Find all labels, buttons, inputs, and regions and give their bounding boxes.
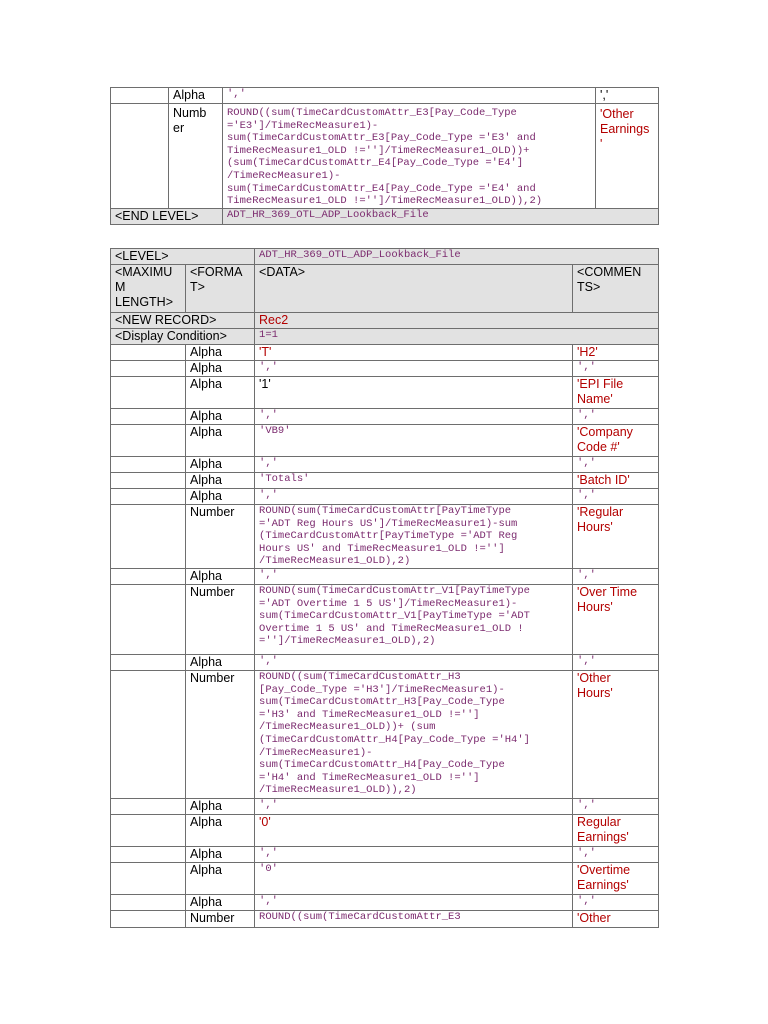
comment-cell: 'H2' — [573, 345, 659, 361]
data-cell: ROUND(sum(TimeCardCustomAttr_V1[PayTimeType ='ADT Overtime 1 5 US']/TimeRecMeasure1)- sum(TimeCardCustomAttr_V1[PayTimeType ='ADT Overtime 1 5 US' and TimeRecMeasure1_OLD ! ='']/TimeRecMeasure1_OLD),2) — [255, 585, 573, 655]
data-cell: '0' — [255, 863, 573, 895]
level-label: <LEVEL> — [111, 249, 255, 265]
comment-cell: 'Batch ID' — [573, 473, 659, 489]
format-cell: Number — [186, 671, 255, 799]
table-row — [111, 361, 659, 377]
end-level-row — [111, 208, 659, 224]
format-cell: Numb er — [169, 104, 223, 209]
data-cell: ROUND(sum(TimeCardCustomAttr[PayTimeType ='ADT Reg Hours US']/TimeRecMeasure1)-sum (TimeCardCustomAttr[PayTimeType ='ADT Reg Hours US' and TimeRecMeasure1_OLD !=''] /TimeRecMeasure1_OLD),2) — [255, 505, 573, 569]
format-cell: Alpha — [186, 457, 255, 473]
data-cell: ',' — [255, 489, 573, 505]
data-cell: ',' — [255, 409, 573, 425]
end-level-label: <END LEVEL> — [111, 208, 223, 224]
comment-cell: ',' — [573, 489, 659, 505]
record-table-rec2 — [110, 248, 659, 928]
header-max-length: <MAXIMU M LENGTH> — [111, 265, 186, 313]
data-cell: ',' — [255, 895, 573, 911]
comment-cell: Regular Earnings' — [573, 815, 659, 847]
format-cell: Alpha — [186, 489, 255, 505]
format-cell: Alpha — [186, 377, 255, 409]
comment-cell: 'Over Time Hours' — [573, 585, 659, 655]
table-row — [111, 489, 659, 505]
format-cell: Number — [186, 911, 255, 928]
comment-cell: ',' — [573, 847, 659, 863]
table-row — [111, 655, 659, 671]
table-row — [111, 585, 659, 655]
table-row — [111, 815, 659, 847]
comment-cell: ',' — [573, 655, 659, 671]
table-row — [111, 409, 659, 425]
format-cell: Alpha — [186, 345, 255, 361]
end-level-value: ADT_HR_369_OTL_ADP_Lookback_File — [223, 208, 659, 224]
format-cell: Alpha — [186, 473, 255, 489]
data-cell: ',' — [223, 88, 596, 104]
format-cell: Alpha — [186, 361, 255, 377]
table-row — [111, 671, 659, 799]
data-cell: ROUND((sum(TimeCardCustomAttr_H3 [Pay_Code_Type ='H3']/TimeRecMeasure1)- sum(TimeCardCustomAttr_H3[Pay_Code_Type ='H3' and TimeRecMeasure1_OLD !=''] /TimeRecMeasure1_OLD))+ (sum (TimeCardCustomAttr_H4[Pay_Code_Type ='H4'] /TimeRecMeasure1)- sum(TimeCardCustomAttr_H4[Pay_Code_Type ='H4' and TimeRecMeasure1_OLD !=''] /TimeRecMeasure1_OLD)),2) — [255, 671, 573, 799]
comment-cell: 'Company Code #' — [573, 425, 659, 457]
comment-cell: ',' — [573, 799, 659, 815]
table-row — [111, 847, 659, 863]
comment-cell: ',' — [573, 409, 659, 425]
format-cell: Alpha — [169, 88, 223, 104]
data-cell: ',' — [255, 361, 573, 377]
new-record-row — [111, 313, 659, 329]
table-row — [111, 505, 659, 569]
header-data: <DATA> — [255, 265, 573, 313]
comment-cell: 'Other Earnings ' — [596, 104, 659, 209]
data-cell: ',' — [255, 655, 573, 671]
comment-cell: ',' — [573, 569, 659, 585]
format-cell: Alpha — [186, 409, 255, 425]
table-row — [111, 569, 659, 585]
comment-cell: ',' — [573, 457, 659, 473]
display-condition-label: <Display Condition> — [111, 329, 255, 345]
comment-cell: 'Other Hours' — [573, 671, 659, 799]
format-cell: Alpha — [186, 895, 255, 911]
data-cell: '1' — [255, 377, 573, 409]
new-record-label: <NEW RECORD> — [111, 313, 255, 329]
format-cell: Alpha — [186, 815, 255, 847]
data-cell: 'Totals' — [255, 473, 573, 489]
data-cell: 'T' — [255, 345, 573, 361]
comment-cell: 'Other — [573, 911, 659, 928]
data-cell: ',' — [255, 847, 573, 863]
format-cell: Alpha — [186, 847, 255, 863]
data-cell: ',' — [255, 569, 573, 585]
table-row — [111, 799, 659, 815]
data-cell: '0' — [255, 815, 573, 847]
display-condition-row — [111, 329, 659, 345]
comment-cell: 'EPI File Name' — [573, 377, 659, 409]
record-table-top — [110, 87, 659, 225]
table-row — [111, 104, 659, 209]
display-condition-value: 1=1 — [255, 329, 659, 345]
comment-cell: ',' — [573, 895, 659, 911]
table-row — [111, 457, 659, 473]
data-cell: ',' — [255, 799, 573, 815]
table-row — [111, 88, 659, 104]
format-cell: Alpha — [186, 863, 255, 895]
format-cell: Alpha — [186, 569, 255, 585]
comment-cell: ',' — [596, 88, 659, 104]
new-record-value: Rec2 — [255, 313, 659, 329]
comment-cell: 'Regular Hours' — [573, 505, 659, 569]
format-cell: Number — [186, 585, 255, 655]
header-format: <FORMA T> — [186, 265, 255, 313]
comment-cell: 'Overtime Earnings' — [573, 863, 659, 895]
header-comments: <COMMEN TS> — [573, 265, 659, 313]
data-cell: ROUND((sum(TimeCardCustomAttr_E3 — [255, 911, 573, 928]
level-value: ADT_HR_369_OTL_ADP_Lookback_File — [255, 249, 659, 265]
format-cell: Alpha — [186, 425, 255, 457]
table-row — [111, 863, 659, 895]
data-cell: 'VB9' — [255, 425, 573, 457]
table-row — [111, 377, 659, 409]
level-row — [111, 249, 659, 265]
format-cell: Number — [186, 505, 255, 569]
table-row — [111, 911, 659, 928]
format-cell: Alpha — [186, 799, 255, 815]
data-cell: ',' — [255, 457, 573, 473]
comment-cell: ',' — [573, 361, 659, 377]
table-row — [111, 895, 659, 911]
table-row — [111, 473, 659, 489]
table-row — [111, 425, 659, 457]
data-cell: ROUND((sum(TimeCardCustomAttr_E3[Pay_Code_Type ='E3']/TimeRecMeasure1)- sum(TimeCardCustomAttr_E3[Pay_Code_Type ='E3' and TimeRecMeasure1_OLD !='']/TimeRecMeasure1_OLD))+ (sum(TimeCardCustomAttr_E4[Pay_Code_Type ='E4'] /TimeRecMeasure1)- sum(TimeCardCustomAttr_E4[Pay_Code_Type ='E4' and TimeRecMeasure1_OLD !='']/TimeRecMeasure1_OLD)),2) — [223, 104, 596, 209]
header-row — [111, 265, 659, 313]
table-row — [111, 345, 659, 361]
format-cell: Alpha — [186, 655, 255, 671]
